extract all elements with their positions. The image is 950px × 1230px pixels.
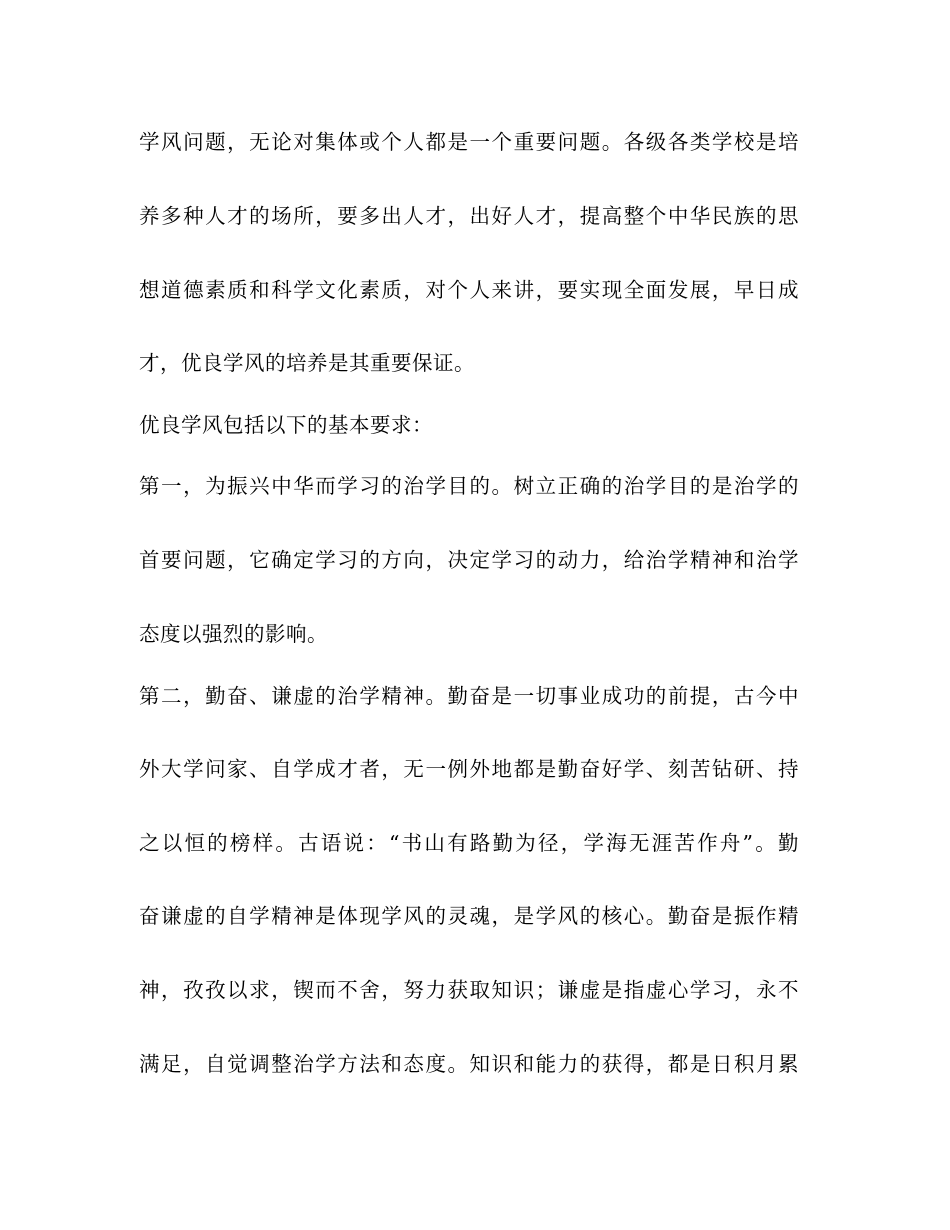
body-text-line: 外大学问家、自学成才者，无一例外地都是勤奋好学、刻苦钻研、持 [139, 757, 799, 781]
body-text-line: 满足，自觉调整治学方法和态度。知识和能力的获得，都是日积月累 [139, 1052, 799, 1076]
body-text-line: 第一，为振兴中华而学习的治学目的。树立正确的治学目的是治学的 [139, 474, 799, 498]
body-text-line: 奋谦虚的自学精神是体现学风的灵魂，是学风的核心。勤奋是振作精 [139, 904, 799, 928]
body-text-line: 想道德素质和科学文化素质，对个人来讲，要实现全面发展，早日成 [139, 278, 799, 302]
body-text-line: 养多种人才的场所，要多出人才，出好人才，提高整个中华民族的思 [139, 204, 799, 228]
body-text-line: 才，优良学风的培养是其重要保证。 [139, 351, 475, 375]
body-text-line: 之以恒的榜样。古语说：“书山有路勤为径，学海无涯苦作舟”。勤 [139, 831, 799, 855]
body-text-line: 优良学风包括以下的基本要求： [139, 413, 433, 437]
body-text-line: 首要问题，它确定学习的方向，决定学习的动力，给治学精神和治学 [139, 548, 799, 572]
body-text-line: 神，孜孜以求，锲而不舍，努力获取知识；谦虚是指虚心学习，永不 [139, 978, 799, 1002]
body-text-line: 学风问题，无论对集体或个人都是一个重要问题。各级各类学校是培 [139, 130, 799, 154]
body-text-line: 第二，勤奋、谦虚的治学精神。勤奋是一切事业成功的前提，古今中 [139, 684, 799, 708]
body-text-line: 态度以强烈的影响。 [139, 622, 328, 646]
